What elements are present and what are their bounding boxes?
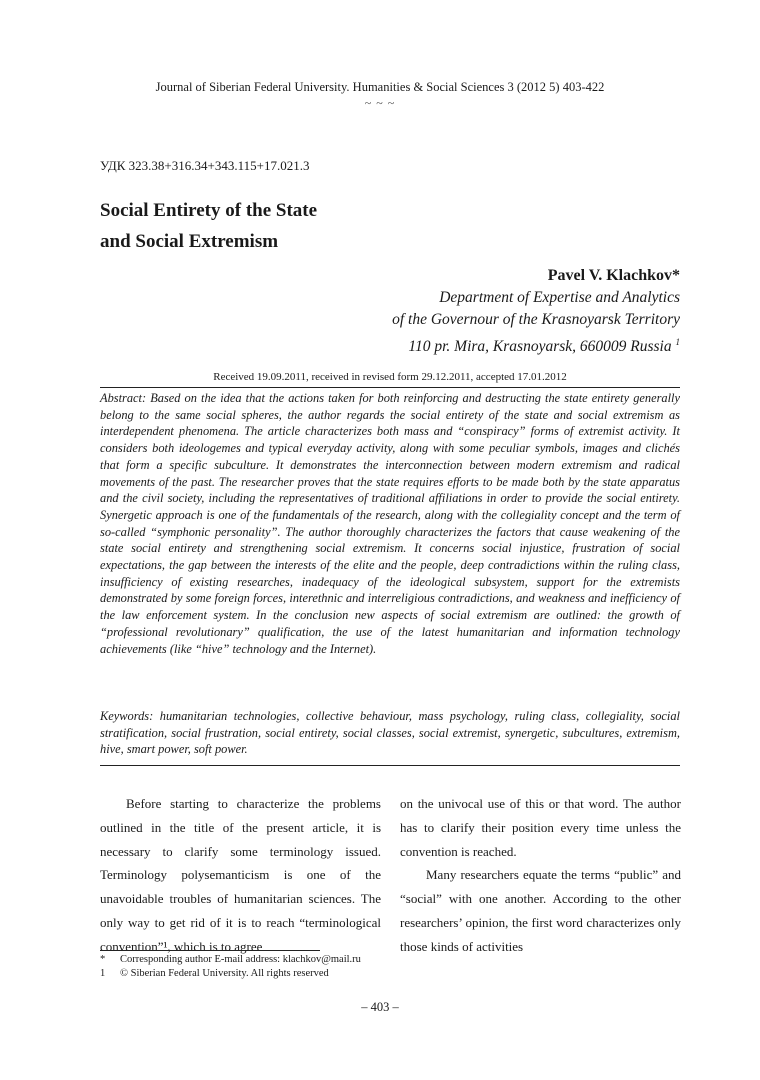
body-paragraph: Many researchers equate the terms “public” and “social” with one another. According to the other researchers’ opinion, the first word characterizes only those kinds of activities <box>400 867 681 954</box>
received-dates: Received 19.09.2011, received in revised form 29.12.2011, accepted 17.01.2012 <box>213 371 567 383</box>
title-line-1: Social Entirety of the State <box>100 200 318 221</box>
udk-code: УДК 323.38+316.34+343.115+17.021.3 <box>100 158 310 173</box>
page-number: – 403 – <box>361 1000 399 1014</box>
author-affiliation-2: of the Governour of the Krasnoyarsk Territory <box>392 311 680 328</box>
body-column-left <box>100 792 381 959</box>
abstract-bottom-rule <box>100 765 680 766</box>
author-name: Pavel V. Klachkov* <box>547 267 680 284</box>
author-affiliation-1: Department of Expertise and Analytics <box>439 289 680 306</box>
header-separator: ~ ~ ~ <box>364 96 396 110</box>
abstract: Abstract: Based on the idea that the actions taken for both reinforcing and destructing the state entirety generally belong to the same social spheres, the author regards the social entirety of the state and social extremism as interdependent phenomena. The article characterizes both mass and “conspiracy” forms of extremist activity. It considers both ideologemes and typical everyday activity, along with some peculiar symbols, images and clichés that form a specific subculture. It demonstrates the interconnection between modern extremism and radical movements of the past. The researcher proves that the state requires efforts to be made both by the state apparatus and the civil society, including the representatives of traditional affiliations in order to provide the social entirety. Synergetic approach is one of the fundamentals of the research, along with the collegiality concept and the term of so-called “symphonic personality”. The author thoroughly characterizes the factors that cause weakening of the state social entirety and strengthening social extremism. It concerns social injustice, frustration of social expectations, the gap between the interests of the elite and the people, deep contradictions within the ruling class, insufficiency of existing researches, inadequacy of the ideological subsystem, support for the extremists demonstrated by some foreign forces, interethnic and interreligious contradictions, and weakness and inefficiency of the law enforcement system. In the conclusion new aspects of social extremism are outlined: the growth of “professional revolutionary” qualification, the use of the latest humanitarian and information technology achievements (like “hive” technology and the Internet). <box>100 391 680 656</box>
footnote-text: © Siberian Federal University. All rights reserved <box>120 968 329 979</box>
footnote-rule <box>100 950 320 951</box>
abstract-top-rule <box>100 387 680 388</box>
article-title <box>100 195 520 257</box>
body-paragraph: on the univocal use of this or that word. The author has to clarify their position every time unless the convention is reached. <box>400 796 681 859</box>
author-address-text: 110 pr. Mira, Krasnoyarsk, 660009 Russia <box>408 338 672 356</box>
body-column-right <box>400 792 681 959</box>
title-line-2: and Social Extremism <box>100 231 279 252</box>
journal-header: Journal of Siberian Federal University. Humanities & Social Sciences 3 (2012 5) 403-422 <box>155 80 605 94</box>
footnote-text: Corresponding author E-mail address: klachkov@mail.ru <box>120 954 361 965</box>
footnote <box>100 967 329 981</box>
footnote <box>100 953 361 967</box>
footnote-mark: 1 <box>100 968 106 979</box>
author-address-mark: 1 <box>675 337 680 347</box>
author-block <box>392 265 680 358</box>
footnote-mark: * <box>100 954 106 965</box>
keywords: Keywords: humanitarian technologies, collective behaviour, mass psychology, ruling class, collegiality, social stratification, social frustration, social entirety, social classes, social extremist, synergetic, subcultures, extremism, hive, smart power, soft power. <box>100 709 680 757</box>
body-paragraph: Before starting to characterize the problems outlined in the title of the present article, it is necessary to clarify some terminology issued. Terminology polysemanticism is one of the unavoidable troubles of humanitarian sciences. The only way to get rid of it is to reach “terminological convention”¹, which is to agree <box>100 796 381 954</box>
author-address <box>392 331 680 358</box>
